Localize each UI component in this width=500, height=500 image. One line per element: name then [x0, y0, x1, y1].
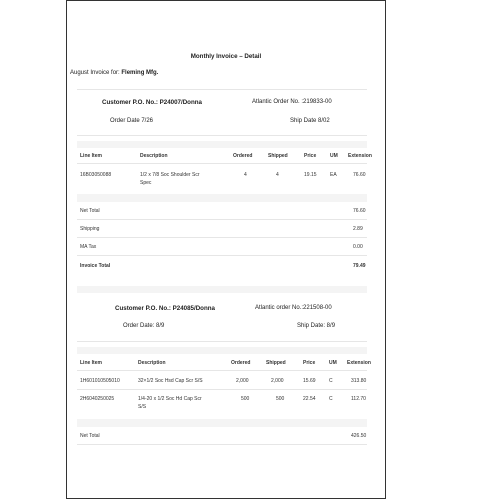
net-total-1: 76.60: [353, 208, 366, 214]
col-shipped: Shipped: [266, 360, 286, 366]
tax-label: MA Tax: [80, 244, 97, 250]
row-um: EA: [330, 172, 337, 178]
row-shipped: 4: [276, 172, 279, 178]
po-number-1: Customer P.O. No.: P24007/Donna: [102, 99, 202, 106]
col-line-item: Line Item: [80, 360, 102, 366]
col-price: Price: [304, 153, 317, 159]
row-price: 15.69: [303, 378, 316, 384]
row-item: 1H601010505010: [80, 378, 120, 384]
shipping-value: 2.89: [353, 226, 363, 232]
divider: [77, 341, 367, 342]
divider: [77, 389, 367, 390]
row-um: C: [329, 378, 333, 384]
row-ordered: 2,000: [236, 378, 249, 384]
band: [77, 194, 367, 202]
col-um: UM: [330, 153, 338, 159]
col-ordered: Ordered: [231, 360, 251, 366]
ship-date-2: Ship Date: 8/9: [297, 323, 336, 329]
atlantic-order-2: Atlantic order No.:221508-00: [255, 305, 332, 311]
row-price: 22.54: [303, 396, 316, 402]
divider: [77, 237, 367, 238]
row-item: 16B03050088: [80, 172, 112, 178]
order-date-2: Order Date: 8/9: [123, 323, 165, 329]
row-ordered: 4: [244, 172, 247, 178]
row-price: 19.15: [304, 172, 317, 178]
col-price: Price: [303, 360, 316, 366]
invoice-for-label: August Invoice for:: [70, 70, 120, 76]
band: [77, 286, 367, 293]
band: [77, 347, 367, 354]
band: [77, 419, 367, 427]
col-um: UM: [329, 360, 337, 366]
row-um: C: [329, 396, 333, 402]
row-extension: 313.80: [351, 378, 367, 384]
divider: [77, 370, 367, 371]
po-number-2: Customer P.O. No.: P24085/Donna: [115, 305, 215, 312]
divider: [77, 255, 367, 256]
divider: [77, 89, 367, 90]
row-ordered: 500: [241, 396, 250, 402]
row-description: 1/4-20 x 1/2 Soc Hd Cap Scr S/S: [138, 396, 202, 410]
tax-value: 0.00: [353, 244, 363, 250]
col-extension: Extension: [348, 153, 372, 159]
row-extension: 76.60: [353, 172, 366, 178]
row-shipped: 500: [276, 396, 285, 402]
row-extension: 112.70: [351, 396, 366, 402]
shipping-label: Shipping: [80, 226, 100, 232]
col-description: Description: [138, 360, 166, 366]
ship-date-1: Ship Date 8/02: [290, 118, 330, 124]
customer-name: Fleming Mfg.: [121, 70, 159, 76]
net-total-label-1: Net Total: [80, 208, 100, 214]
band: [77, 141, 367, 148]
divider: [77, 135, 367, 136]
row-description: 1/2 x 7/8 Soc Shoulder Scr Spec: [140, 172, 200, 186]
col-line-item: Line Item: [80, 153, 102, 159]
invoice-total-label: Invoice Total: [80, 263, 111, 269]
invoice-page: [66, 0, 386, 499]
col-shipped: Shipped: [268, 153, 288, 159]
order-date-1: Order Date 7/26: [110, 118, 154, 124]
invoice-total: 79.49: [353, 263, 366, 269]
row-description: 32×1/2 Soc Hsd Cap Scr S/S: [138, 378, 203, 384]
col-description: Description: [140, 153, 168, 159]
net-total-2: 426.50: [351, 433, 367, 439]
row-item: 2H6040250025: [80, 396, 115, 402]
divider: [77, 219, 367, 220]
row-shipped: 2,000: [271, 378, 284, 384]
invoice-for: [70, 70, 158, 76]
col-extension: Extension: [347, 360, 371, 366]
net-total-label-2: Net Total: [80, 433, 100, 439]
atlantic-order-1: Atlantic Order No. :219833-00: [252, 99, 332, 105]
col-ordered: Ordered: [233, 153, 253, 159]
divider: [77, 444, 367, 445]
divider: [77, 163, 367, 164]
page-title: Monthly Invoice – Detail: [190, 53, 262, 60]
